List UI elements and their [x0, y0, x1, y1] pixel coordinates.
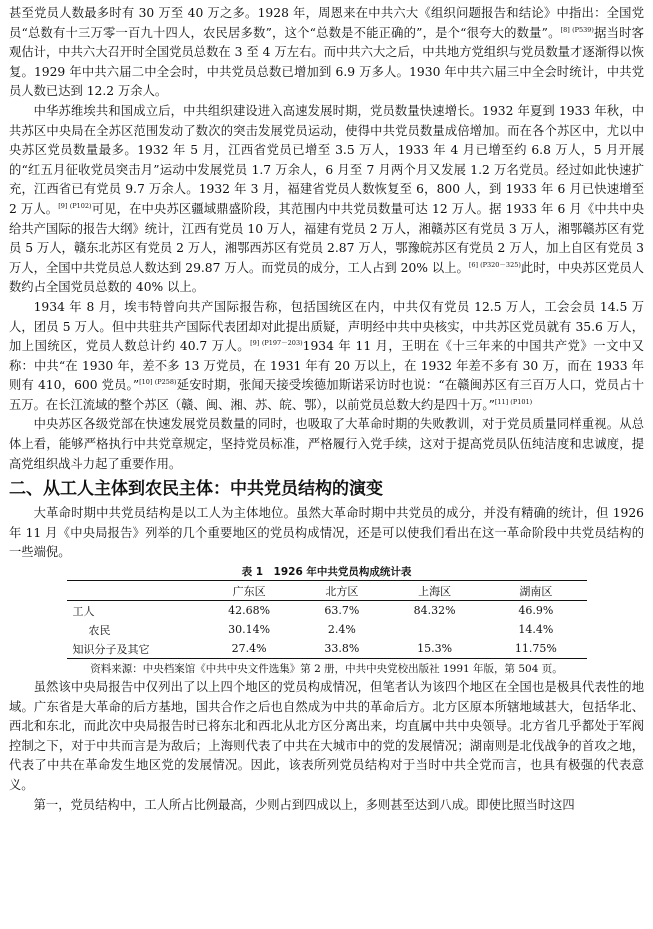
table-cell: 15.3% [417, 642, 453, 656]
table-cell: 84.32% [413, 604, 456, 618]
table-cell: 27.4% [231, 642, 267, 656]
citation-marker: [11] (P101) [494, 397, 533, 406]
table-row [67, 639, 587, 659]
table-cell [384, 620, 485, 639]
citation-marker: [9] (P197－203) [250, 339, 303, 348]
table-cell: 63.7% [324, 604, 360, 618]
table-header-row [67, 581, 587, 601]
table-row-label: 工人 [72, 604, 95, 618]
table-header-cell: 上海区 [418, 584, 452, 598]
paragraph-text: 中华苏维埃共和国成立后，中共组织建设进入高速发展时期，党员数量快速增长。1932 年夏到 1933 年秋，中共苏区中央局在全苏区范围发动了数次的突击发展党员运动，使得中共党员数量成倍增加。而在各个苏区中，尤以中央苏区党员数量最多。1932 年 5 月，江西省党员已增至 3.5 万人，1933 年 4 月已增至约 6.8 万人，5 月开展的“红五月征收党员突击月”运动中发展党员 1.7 万余人，6 月至 7 月两个月又发展 1.2 万名党员。经过如此快速扩充，江西省已有党员 9.7 万余人。1932 年 3 月，福建省党员人数恢复至 6，800 人，到 1933 年 6 月已快速增至 2 万人。 [9, 103, 644, 216]
body-paragraph: 第一，党员结构中，工人所占比例最高，少则占到四成以上，多则甚至达到八成。即使比照当时这四 [33, 797, 575, 812]
body-text-part1 [9, 4, 644, 474]
paragraph-text: 此时，中央苏区党员人数约占全国党员总数的 40% 以上。 [9, 260, 644, 295]
body-paragraph: 虽然该中央局报告中仅列出了以上四个地区的党员构成情况，但笔者认为该四个地区在全国也是极具代表性的地域。广东省是大革命的后方基地，国共合作之后也自然成为中共的革命后方。北方区原本所辖地域甚大，包括华北、西北和东北，而此次中央局报告时已将东北和西北从北方区分离出来，均直属中共中央领导。北方省几乎都处于军阀控制之下，对于中共而言是为敌后；上海则代表了中共在大城市中的党的发展情况；湖南则是北伐战争的首攻之地，代表了中共在革命发生地区党的发展情况。因此，该表所列党员结构对于当时中共全党而言，也具有极强的代表意义。 [9, 680, 644, 792]
table-header-cell: 广东区 [232, 584, 266, 598]
table-header-cell [67, 581, 199, 601]
body-paragraph [9, 4, 644, 102]
paragraph-text: 可见，在中央苏区疆域鼎盛阶段，其范围内中共党员数量可达 12 万人。据 1933 年 6 月《中共中央给共产国际的报告大纲》统计，江西有党员 10 万人，福建有党员 2 万人，湘赣苏区有党员 3 万人，湘鄂赣苏区有党员 5 万人，赣东北苏区有党员 2 万人，湘鄂西苏区有党员 2.87 万人，鄂豫皖苏区有党员 2 万人，加上自区有党员 3 万人，全国中共党员总人数达到 29.87 万人。而党员的成分，工人占到 20% 以上。 [9, 201, 644, 275]
paragraph-text: 1934 年 11 月，王明在《十三年来的中国共产党》一文中又称：中共“在 1930 年，差不多 13 万党员，在 1931 年有 20 万以上，在 1932 年差不多有 30 万，而在 1933 年则有 410，600 党员。” [9, 339, 644, 393]
party-composition-table [67, 580, 587, 659]
table-cell: 46.9% [518, 604, 554, 618]
citation-marker: [10] (P258) [139, 378, 177, 387]
paragraph-text: 1934 年 8 月，埃韦特曾向共产国际报告称，包括国统区在内，中共仅有党员 12.5 万人，工会会员 14.5 万人，团员 5 万人。但中共驻共产国际代表团却对此提出质疑，声明经中共中央核实，中共苏区党员就有 35.6 万人，加上国统区，党员人数总计约 40.7 万人。 [9, 299, 644, 354]
paragraph-text: 延安时期，张闻天接受埃德加斯诺采访时也说：“在赣闽苏区有三百万人口，党员占十五万。在长江流域的整个苏区（赣、闽、湘、苏、皖、鄂），以前党员总数大约是四十万。” [9, 378, 644, 412]
paragraph-text: 中央苏区各级党部在快速发展党员数量的同时，也吸取了大革命时期的失败教训，对于党员质量同样重视。从总体上看，能够严格执行中共党章规定，坚持党员标准，严格履行入党手续，这对于提高党员队伍纯洁度和忠诚度，提高党组织战斗力起了重要作用。 [9, 417, 644, 471]
table-header-cell: 湖南区 [519, 584, 553, 598]
table-row-label: 农民 [88, 623, 111, 637]
table-source-note: 资料来源：中央档案馆《中共中央文件选集》第 2 册，中共中央党校出版社 1991 年版，第 504 页。 [90, 663, 563, 676]
citation-marker: [6] (P320－325) [468, 260, 521, 269]
citation-marker: [8] (P539) [560, 25, 594, 34]
table-header-cell: 北方区 [325, 584, 359, 598]
table-cell: 33.8% [324, 642, 360, 656]
body-paragraph [9, 298, 644, 416]
table-cell: 2.4% [327, 623, 356, 637]
paragraph-text: 甚至党员人数最多时有 30 万至 40 万之多。1928 年，周恩来在中共六大《组织问题报告和结论》中指出：全国党员“总数有十三万零一百九十四人，农民居多数”，这个“总数是不能正确的”，是个“很夸大的数量”。 [9, 6, 644, 40]
table-cell: 11.75% [514, 642, 557, 656]
table-cell: 14.4% [518, 623, 554, 637]
paragraph-text: 据当时客观估计，中共六大召开时全国党员总数在 3 至 4 万左右。而中共六大之后，中共地方党组织与党员数量才逐渐得以恢复。1929 年中共六届二中全会时，中共党员总数已增加到 6.9 万多人。1930 年中共六届三中全会时统计，中共党员人数已达到 12.2 万余人。 [9, 25, 644, 99]
body-paragraph [9, 102, 644, 298]
table-row [67, 601, 587, 621]
table-cell: 30.14% [228, 623, 271, 637]
table-cell: 42.68% [228, 604, 271, 618]
body-paragraph [9, 415, 644, 474]
table-row-label: 知识分子及其它 [72, 642, 150, 656]
table-row [67, 620, 587, 639]
citation-marker: [9] (P102) [58, 201, 92, 210]
section-heading: 二、从工人主体到农民主体：中共党员结构的演变 [9, 479, 383, 500]
intro-paragraph: 大革命时期中共党员结构是以工人为主体地位。虽然大革命时期中共党员的成分，并没有精确的统计，但 1926 年 11 月《中央局报告》列举的几个重要地区的党员构成情况，还是可以使我们看出在这一革命阶段中共党员结构的一些端倪。 [9, 506, 644, 560]
table-caption: 表 1 1926 年中共党员构成统计表 [241, 566, 412, 579]
